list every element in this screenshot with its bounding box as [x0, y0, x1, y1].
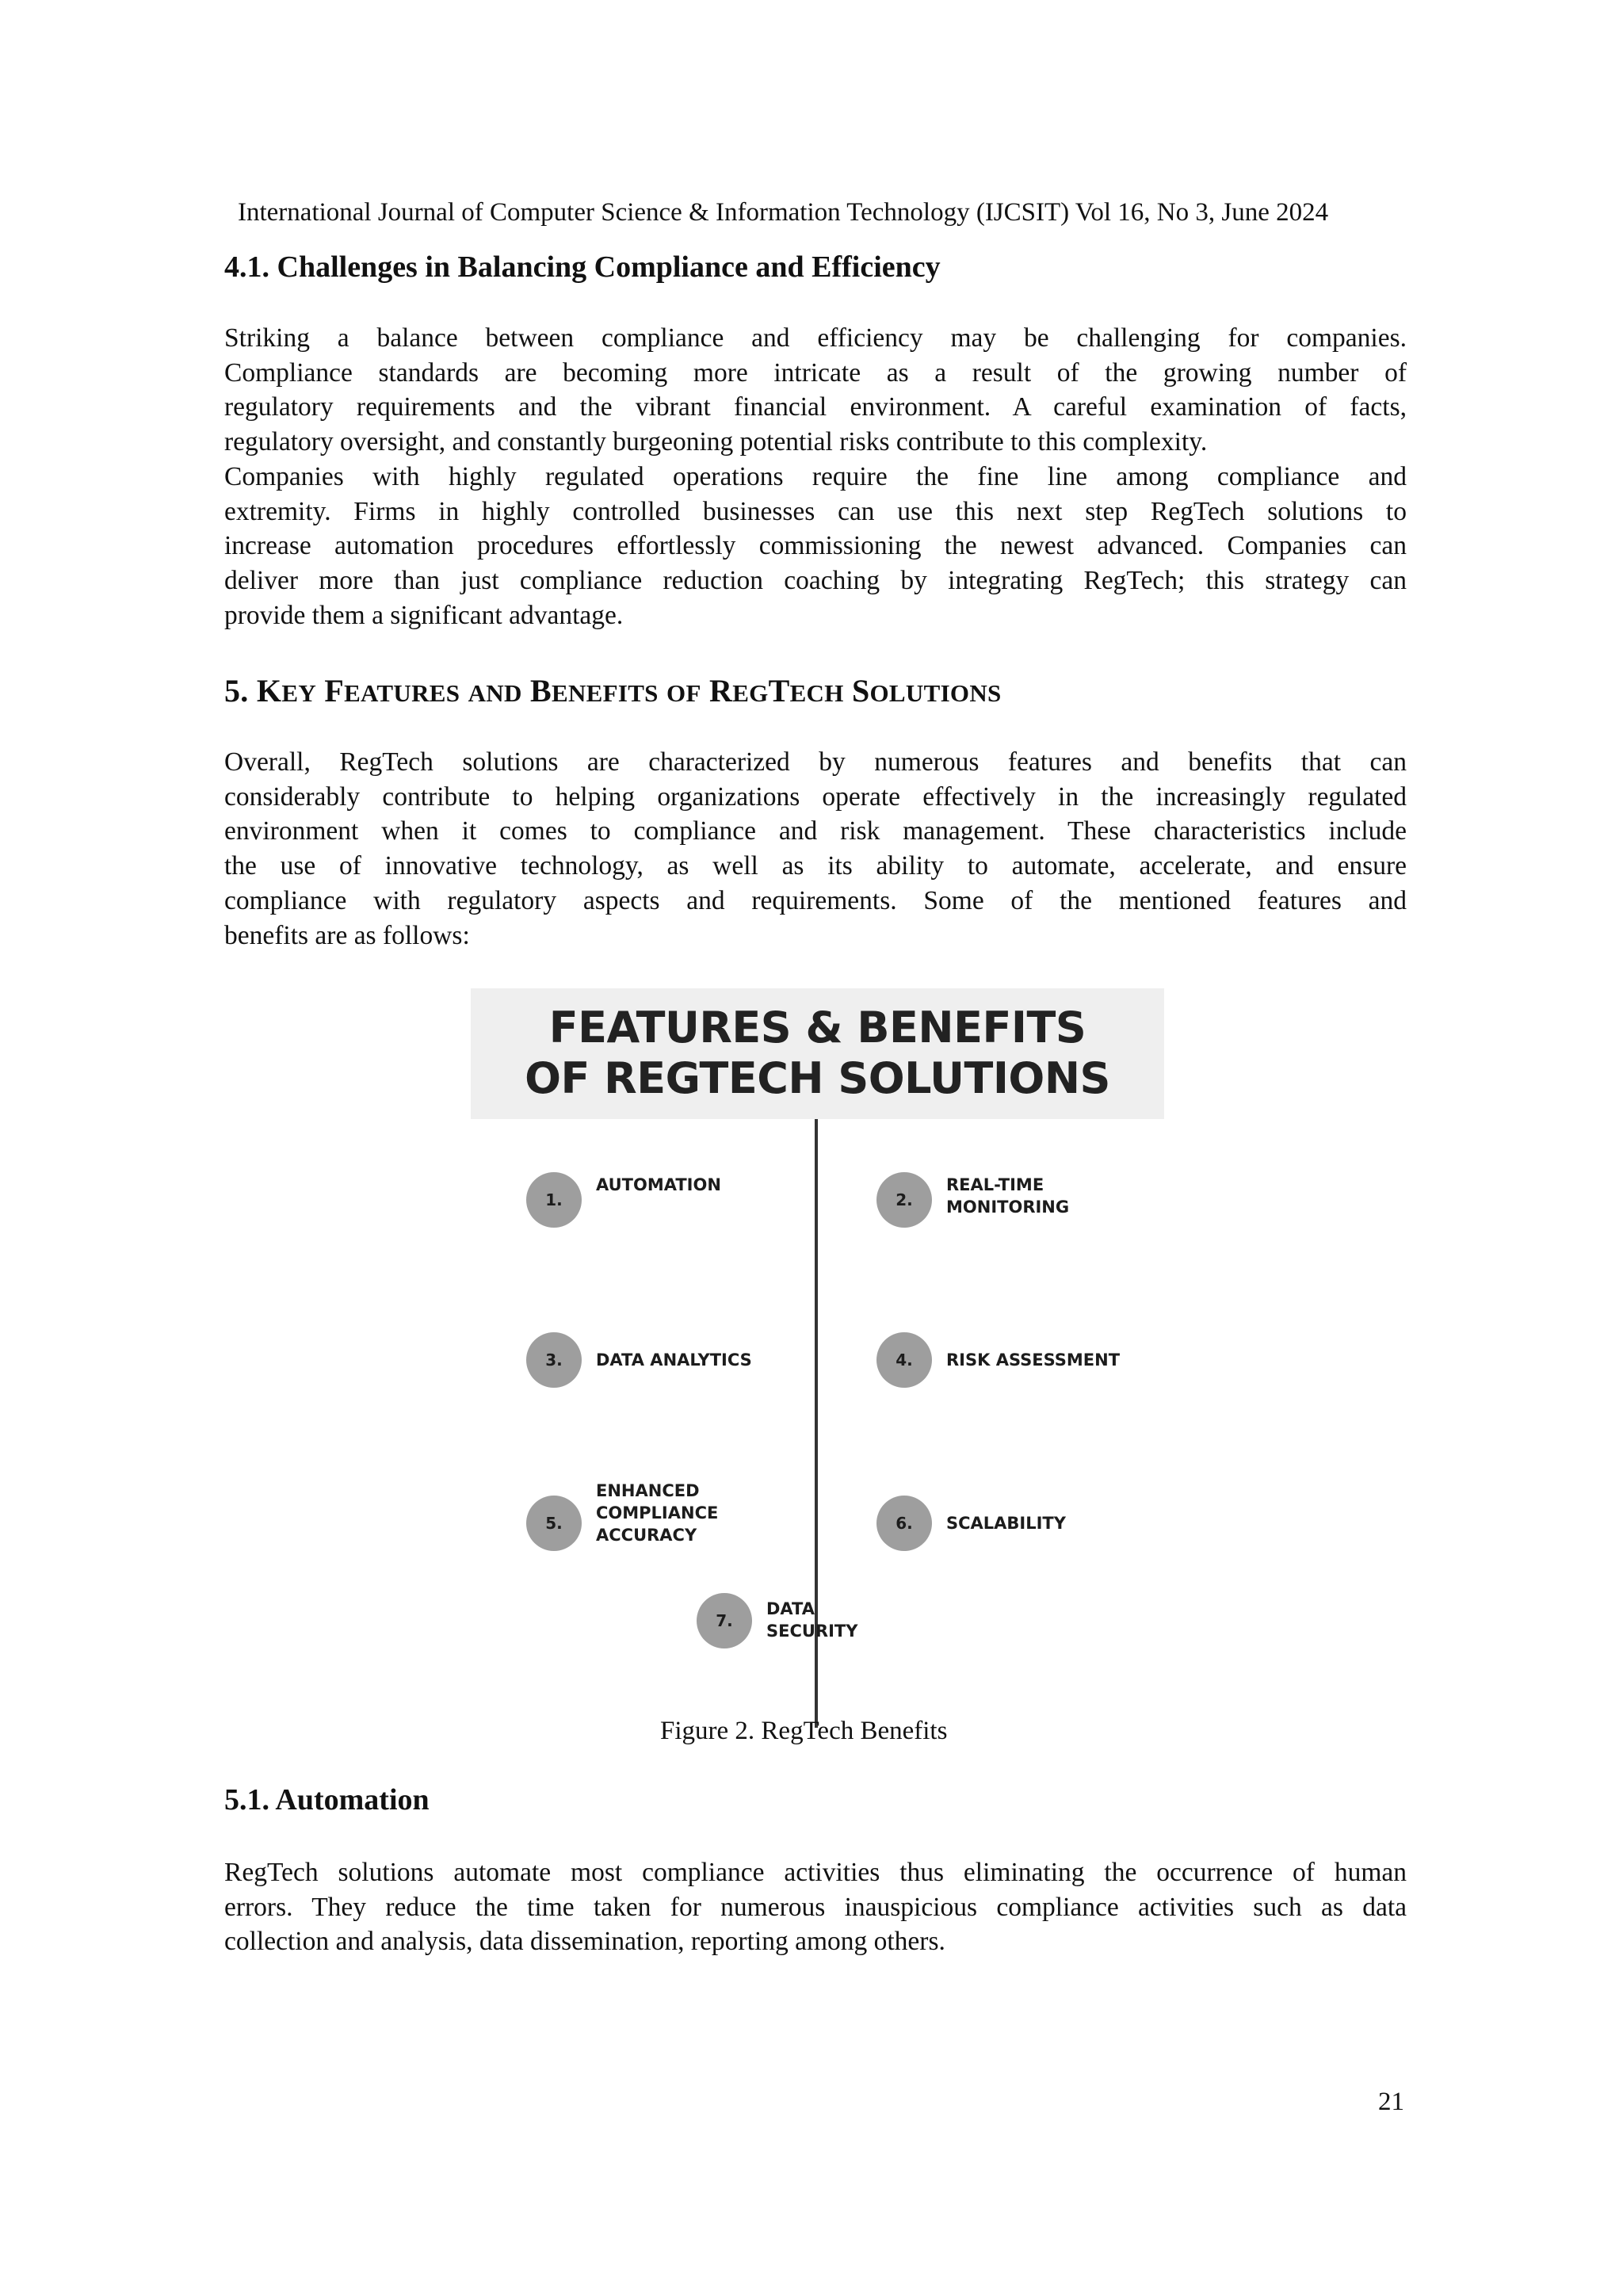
- section-heading-4-1: 4.1. Challenges in Balancing Compliance and Efficiency: [224, 250, 941, 284]
- number-badge: 3.: [526, 1332, 582, 1388]
- paragraph-line: increase automation procedures effortlessly commissioning the newest advanced. Companies can: [224, 531, 1407, 561]
- paragraph-line: compliance with regulatory aspects and requirements. Some of the mentioned features and: [224, 885, 1407, 915]
- paragraph-line: environment when it comes to compliance and risk management. These characteristics include: [224, 816, 1407, 846]
- feature-label: AUTOMATION: [596, 1175, 721, 1194]
- paragraph-line: Striking a balance between compliance and efficiency may be challenging for companies.: [224, 323, 1407, 353]
- feature-label: REAL-TIME MONITORING: [946, 1175, 1070, 1217]
- number-badge: 6.: [876, 1496, 932, 1551]
- feature-label: SCALABILITY: [946, 1514, 1066, 1533]
- heading-word: OF: [666, 679, 701, 707]
- feature-label: DATA SECURITY: [766, 1599, 858, 1641]
- figure-title: FEATURES & BENEFITS OF REGTECH SOLUTIONS: [525, 1003, 1110, 1103]
- number-badge: 4.: [876, 1332, 932, 1388]
- section-heading-5: [224, 672, 1002, 712]
- figure-caption: Figure 2. RegTech Benefits: [660, 1717, 948, 1745]
- number-badge: 7.: [697, 1593, 752, 1648]
- heading-word: BENEFITS: [529, 673, 659, 709]
- heading-word: KEY: [256, 673, 317, 709]
- paragraph-line: provide them a significant advantage.: [224, 600, 624, 630]
- heading-word: SOLUTIONS: [851, 673, 1002, 709]
- paragraph-line: considerably contribute to helping organizations operate effectively in the increasingly regulated: [224, 781, 1407, 812]
- paragraph-line: Compliance standards are becoming more intricate as a result of the growing number of: [224, 357, 1407, 388]
- feature-label: RISK ASSESSMENT: [946, 1350, 1121, 1370]
- paragraph-line: errors. They reduce the time taken for numerous inauspicious compliance activities such as data: [224, 1892, 1407, 1922]
- heading-word: AND: [468, 679, 522, 707]
- paragraph-line: benefits are as follows:: [224, 920, 470, 950]
- section-heading-5-1: 5.1. Automation: [224, 1783, 430, 1817]
- feature-label: DATA ANALYTICS: [596, 1350, 752, 1370]
- paragraph-line: RegTech solutions automate most compliance activities thus eliminating the occurrence of human: [224, 1858, 1407, 1887]
- number-badge: 2.: [876, 1172, 932, 1228]
- number-badge: 1.: [526, 1172, 582, 1228]
- paragraph-line: regulatory requirements and the vibrant financial environment. A careful examination of facts,: [224, 392, 1407, 422]
- paragraph-line: Overall, RegTech solutions are characterized by numerous features and benefits that can: [224, 747, 1407, 777]
- number-badge: 5.: [526, 1496, 582, 1551]
- paragraph-line: Companies with highly regulated operations require the fine line among compliance and: [224, 461, 1407, 491]
- section-4-1-paragraph: [224, 321, 1407, 632]
- section-5-paragraph: [224, 745, 1407, 953]
- feature-label: ENHANCED COMPLIANCE ACCURACY: [596, 1481, 719, 1545]
- section-5-1-paragraph: [224, 1855, 1407, 1959]
- paragraph-line: collection and analysis, data dissemination, reporting among others.: [224, 1927, 945, 1957]
- paragraph-line: deliver more than just compliance reduction coaching by integrating RegTech; this strategy can: [224, 565, 1407, 595]
- heading-word: REGTECH: [709, 673, 844, 709]
- paragraph-line: the use of innovative technology, as well as its ability to automate, accelerate, and ensure: [224, 851, 1407, 881]
- page-number: 21: [1378, 2088, 1404, 2116]
- heading-number: 5.: [224, 673, 249, 709]
- features-benefits-figure: [471, 988, 1164, 1654]
- heading-word: FEATURES: [324, 673, 460, 709]
- paragraph-line: extremity. Firms in highly controlled businesses can use this next step RegTech solutions to: [224, 496, 1407, 526]
- paragraph-line: regulatory oversight, and constantly burgeoning potential risks contribute to this complexity.: [224, 427, 1208, 457]
- running-header: International Journal of Computer Science & Information Technology (IJCSIT) Vol 16, No 3, June 2024: [238, 198, 1329, 227]
